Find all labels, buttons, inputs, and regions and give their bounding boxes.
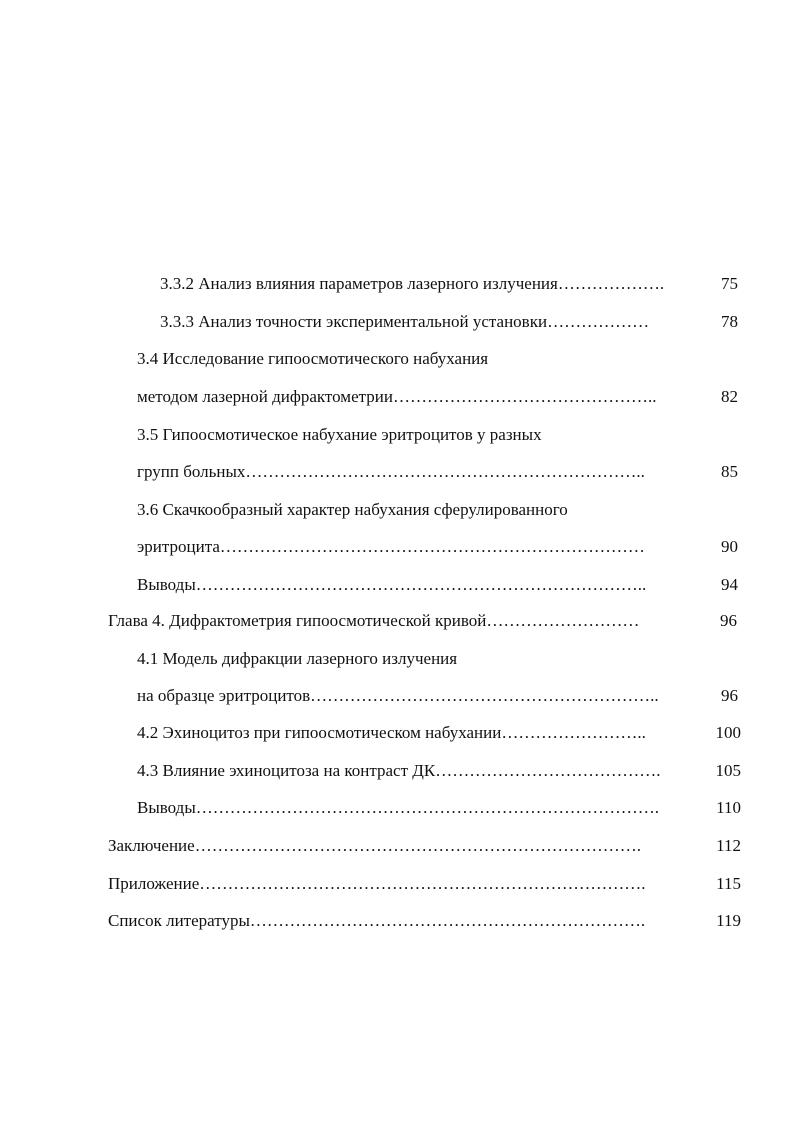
toc-entry-page-number: 85 [721, 462, 738, 481]
toc-entry-text: методом лазерной дифрактометрии……………………………………….. [137, 387, 657, 406]
toc-entry-page-number: 75 [721, 274, 738, 293]
toc-entry-appendix [0, 872, 793, 896]
toc-entry-text: групп больных…………………………………………………………….. [137, 462, 645, 481]
toc-entry-page-number: 119 [716, 911, 741, 930]
toc-entry-text: 4.3 Влияние эхиноцитоза на контраст ДК…………………………………. [137, 761, 661, 780]
toc-entry-3-6-title [0, 498, 793, 522]
toc-entry-chapter4-conclusions [0, 796, 793, 820]
toc-entry-4-1-continuation [0, 684, 793, 708]
toc-entry-3-5-continuation [0, 460, 793, 484]
toc-entry-text: Приложение……………………………………………………………………. [108, 874, 646, 893]
toc-entry-text: 3.5 Гипоосмотическое набухание эритроцитов у разных [137, 425, 542, 444]
toc-entry-page-number: 78 [721, 312, 738, 331]
toc-entry-page-number: 96 [720, 611, 737, 630]
toc-entry-3-4-continuation [0, 385, 793, 409]
toc-entry-text: эритроцита………………………………………………………………… [137, 537, 645, 556]
toc-entry-3-6-continuation [0, 535, 793, 559]
toc-entry-3-5-title [0, 423, 793, 447]
toc-entry-conclusion [0, 834, 793, 858]
toc-entry-4-1-title [0, 647, 793, 671]
toc-entry-text: Список литературы……………………………………………………………. [108, 911, 646, 930]
toc-entry-text: 3.3.2 Анализ влияния параметров лазерного излучения………………. [160, 274, 665, 293]
toc-entry-4-3 [0, 759, 793, 783]
toc-entry-page-number: 100 [715, 723, 741, 742]
toc-entry-page-number: 90 [721, 537, 738, 556]
toc-entry-page-number: 110 [716, 798, 741, 817]
toc-entry-page-number: 105 [715, 761, 741, 780]
toc-entry-text: 3.6 Скачкообразный характер набухания сферулированного [137, 500, 568, 519]
toc-entry-4-2 [0, 721, 793, 745]
toc-entry-page-number: 112 [716, 836, 741, 855]
toc-entry-text: Заключение……………………………………………………………………. [108, 836, 641, 855]
toc-entry-text: 3.4 Исследование гипоосмотического набухания [137, 349, 489, 368]
toc-entry-text: на образце эритроцитов…………………………………………………….. [137, 686, 659, 705]
toc-entry-text: Глава 4. Дифрактометрия гипоосмотической кривой……………………… [108, 611, 640, 630]
toc-entry-page-number: 115 [716, 874, 741, 893]
toc-entry-page-number: 82 [721, 387, 738, 406]
toc-entry-chapter-4 [0, 609, 793, 633]
toc-entry-text: Выводы………………………………………………………………………. [137, 798, 660, 817]
toc-entry-text: 3.3.3 Анализ точности экспериментальной установки……………… [160, 312, 650, 331]
toc-entry-page-number: 94 [721, 575, 738, 594]
toc-entry-3-3-2 [0, 272, 793, 296]
toc-entry-text: Выводы…………………………………………………………………….. [137, 575, 647, 594]
toc-entry-page-number: 96 [721, 686, 738, 705]
toc-entry-text: 4.1 Модель дифракции лазерного излучения [137, 649, 458, 668]
toc-entry-references [0, 909, 793, 933]
toc-entry-3-3-3 [0, 310, 793, 334]
toc-entry-3-4-title [0, 347, 793, 371]
toc-entry-chapter3-conclusions [0, 573, 793, 597]
toc-entry-text: 4.2 Эхиноцитоз при гипоосмотическом набухании…………………….. [137, 723, 646, 742]
